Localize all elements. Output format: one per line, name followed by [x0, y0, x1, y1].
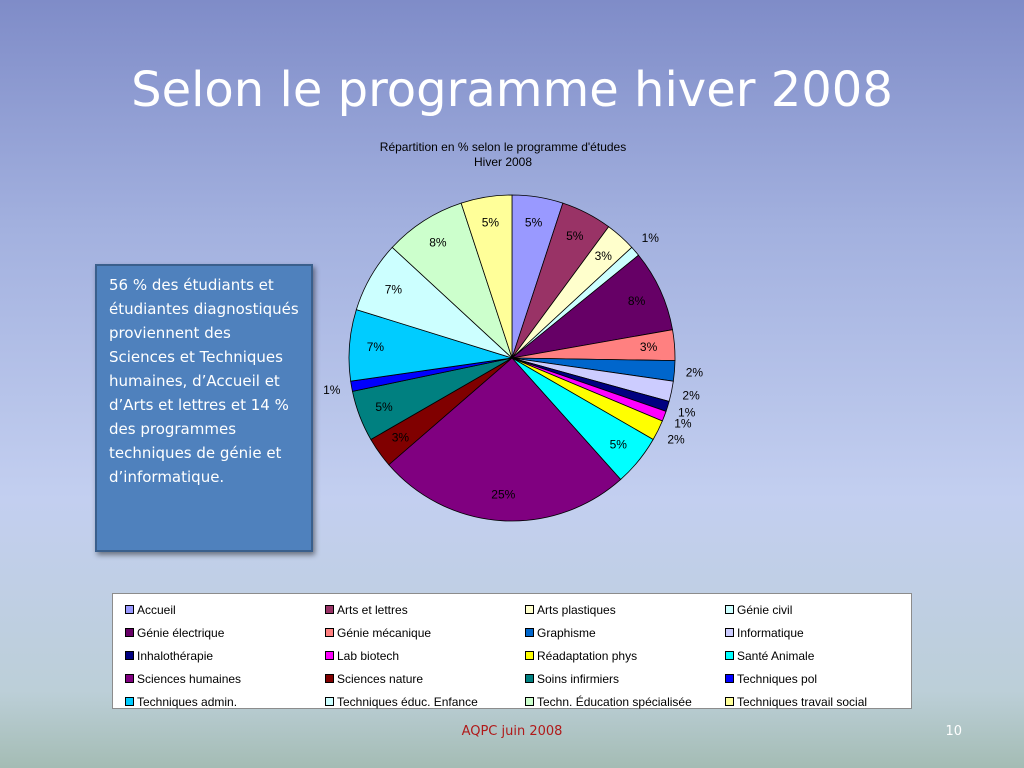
legend-swatch [125, 628, 134, 637]
chart-subtitle: Hiver 2008 [473, 155, 533, 169]
pie-data-label: 5% [481, 215, 500, 230]
legend-label: Informatique [737, 625, 804, 640]
legend-label: Soins infirmiers [537, 671, 620, 686]
legend-item [325, 621, 525, 644]
pie-data-label: 1% [674, 416, 692, 431]
legend-item [725, 690, 925, 713]
legend-label: Génie mécanique [337, 625, 432, 640]
pie-data-label: 2% [667, 432, 685, 447]
legend-item [125, 667, 325, 690]
legend-label: Techniques travail social [737, 694, 868, 709]
legend-swatch [325, 674, 334, 683]
legend-item [325, 690, 525, 713]
slide-title: Selon le programme hiver 2008 [131, 62, 893, 118]
legend-label: Lab biotech [337, 648, 400, 663]
pie-data-label: 8% [429, 235, 447, 250]
chart-title: Répartition en % selon le programme d'études [379, 140, 627, 154]
legend-label: Génie civil [737, 602, 793, 617]
legend-label: Génie électrique [137, 625, 225, 640]
legend-swatch [125, 651, 134, 660]
legend-label: Techn. Éducation spécialisée [537, 694, 692, 709]
legend-item [125, 644, 325, 667]
legend-item [125, 598, 325, 621]
legend-item [725, 621, 925, 644]
pie-data-label: 3% [639, 340, 658, 355]
legend-label: Arts plastiques [537, 602, 616, 617]
pie-data-label: 1% [678, 405, 696, 420]
legend-swatch [725, 605, 734, 614]
legend-swatch [525, 605, 534, 614]
pie-data-label: 1% [641, 231, 659, 246]
legend-swatch [125, 697, 134, 706]
legend-label: Inhalothérapie [137, 648, 214, 663]
legend-item [125, 690, 325, 713]
pie-data-label: 5% [524, 215, 543, 230]
legend-swatch [525, 697, 534, 706]
legend-swatch [725, 651, 734, 660]
legend-swatch [525, 628, 534, 637]
legend-label: Réadaptation phys [537, 648, 638, 663]
pie-data-label: 3% [594, 248, 612, 263]
legend-item [725, 644, 925, 667]
legend-swatch [525, 651, 534, 660]
legend-label: Sciences humaines [137, 671, 242, 686]
legend-item [525, 690, 725, 713]
legend-swatch [325, 628, 334, 637]
pie-data-label: 8% [627, 294, 646, 309]
legend-swatch [325, 605, 334, 614]
callout-box [95, 264, 313, 552]
pie-data-label: 2% [682, 388, 700, 403]
legend-swatch [725, 628, 734, 637]
legend-swatch [525, 674, 534, 683]
pie-data-label: 3% [391, 430, 410, 445]
legend-item [525, 667, 725, 690]
legend-item [725, 667, 925, 690]
legend-item [325, 598, 525, 621]
legend-item [525, 621, 725, 644]
legend-label: Arts et lettres [337, 602, 408, 617]
legend-swatch [325, 651, 334, 660]
legend-swatch [725, 697, 734, 706]
legend-item [525, 598, 725, 621]
pie-data-label: 25% [491, 487, 516, 502]
legend-item [125, 621, 325, 644]
legend-swatch [125, 674, 134, 683]
legend-label: Santé Animale [737, 648, 815, 663]
legend-swatch [125, 605, 134, 614]
pie-data-label: 1% [323, 382, 341, 397]
legend-label: Graphisme [537, 625, 596, 640]
pie-data-label: 2% [685, 365, 704, 380]
legend-item [725, 598, 925, 621]
page-number: 10 [945, 724, 962, 739]
legend-label: Sciences nature [337, 671, 424, 686]
legend-item [525, 644, 725, 667]
legend-swatch [725, 674, 734, 683]
pie-data-label: 7% [384, 282, 403, 297]
slide-footer: AQPC juin 2008 [461, 724, 563, 739]
legend-label: Techniques éduc. Enfance [337, 694, 478, 709]
legend-label: Techniques admin. [137, 694, 238, 709]
chart-legend [112, 593, 912, 709]
pie-data-label: 5% [566, 229, 584, 244]
pie-data-label: 7% [366, 340, 385, 355]
pie-data-label: 5% [375, 399, 393, 414]
legend-swatch [325, 697, 334, 706]
pie-data-label: 5% [609, 437, 627, 452]
legend-item [325, 644, 525, 667]
legend-label: Techniques pol [737, 671, 818, 686]
legend-label: Accueil [137, 602, 176, 617]
legend-item [325, 667, 525, 690]
callout-text: 56 % des étudiants et étudiantes diagnostiqués proviennent des Sciences et Techniques humaines, d’Accueil et d’Arts et lettres et 14 % des programmes techniques de génie et d’informatique. [109, 276, 299, 486]
